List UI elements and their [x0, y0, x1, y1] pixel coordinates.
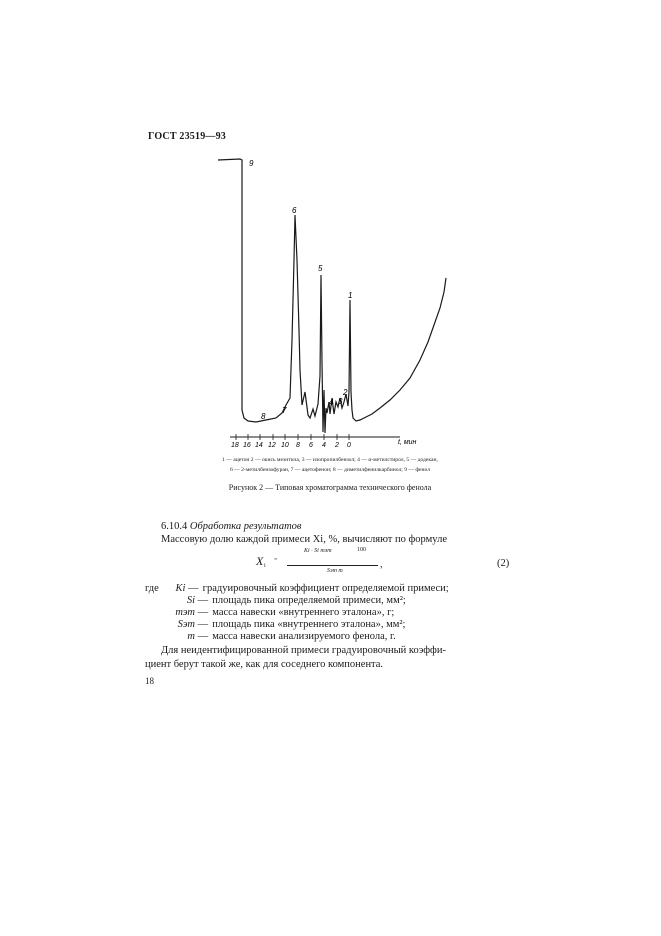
formula-lhs: X: [256, 554, 264, 568]
peak-label-3: 3: [338, 397, 343, 406]
tick-label: 6: [309, 442, 313, 449]
section-title: Обработка результатов: [189, 521, 302, 532]
figure-legend: [150, 455, 510, 475]
peak-label-8: 8: [261, 412, 266, 421]
definition-symbol: Sэт: [177, 619, 195, 630]
peak-label-2: 2: [343, 388, 348, 397]
peak-label-9: 9: [249, 159, 254, 168]
definition-symbol: mэт: [175, 607, 195, 618]
definition-symbol: Ki: [175, 583, 186, 594]
formula-factor: 100: [357, 547, 366, 553]
paragraph-line: Для неидентифицированной примеси градуировочный коэффи-: [161, 645, 446, 656]
tick-label: 4: [322, 442, 326, 449]
peak-label-5: 5: [318, 264, 323, 273]
tick-label: 12: [268, 442, 276, 449]
tick-label: 2: [335, 442, 339, 449]
axis-unit-label: t, мин: [398, 439, 417, 446]
definition-text: масса навески анализируемого фенола, г.: [212, 631, 396, 642]
peak-label-7: 7: [282, 406, 287, 415]
definition-text: площадь пика определяемой примеси, мм²;: [212, 595, 406, 606]
section-intro: Массовую долю каждой примеси Xi, %, вычисляют по формуле: [161, 534, 447, 545]
formula-number: (2): [497, 558, 510, 569]
definition-row: Sэт — площадь пика «внутреннего эталона», мм²;: [145, 618, 525, 631]
figure-caption: Рисунок 2 — Типовая хроматограмма технического фенола: [228, 483, 432, 492]
peak-label-1: 1: [348, 291, 353, 300]
definition-text: градуировочный коэффициент определяемой примеси;: [202, 583, 449, 594]
chromatogram-trace: [218, 159, 446, 433]
legend-line: 6 — 2-метилбензофуран, 7 — ацетофенон; 8 — диметилфенилкарбинол; 9 — фенол: [229, 467, 430, 473]
definition-row: где Ki — градуировочный коэффициент определяемой примеси;: [145, 583, 449, 594]
tick-label: 10: [281, 442, 289, 449]
formula-denominator: Sэт m: [327, 568, 343, 574]
peak-label-6: 6: [292, 206, 297, 215]
definition-row: Si — площадь пика определяемой примеси, мм²;: [145, 594, 525, 607]
tick-label: 8: [296, 442, 300, 449]
legend-line: 1 — ацетон 2 — окись мезитила, 3 — изопропилбензол; 4 — α-метилстирол, 5 — додекан,: [222, 457, 438, 463]
formula-numerator: Ki · Si mэт: [304, 548, 332, 554]
tick-label: 16: [243, 442, 251, 449]
definition-symbol: m: [187, 631, 195, 642]
tick-label: 0: [347, 442, 351, 449]
section-heading: [161, 520, 301, 533]
formula-equals: =: [274, 557, 278, 563]
tick-label: 14: [255, 442, 263, 449]
paragraph-line: циент берут такой же, как для соседнего компонента.: [145, 659, 384, 670]
section-number: 6.10.4: [161, 521, 188, 532]
peak-label-4: 4: [329, 398, 334, 407]
definition-text: масса навески «внутреннего эталона», г;: [212, 607, 395, 618]
tick-label: 18: [231, 442, 239, 449]
definition-symbol: Si: [186, 595, 195, 606]
definition-row: mэт — масса навески «внутреннего эталона», г;: [145, 606, 525, 619]
formula-lhs-subscript: i: [264, 563, 266, 569]
page-number: 18: [145, 676, 154, 686]
document-header: ГОСТ 23519—93: [148, 131, 227, 142]
definition-text: площадь пика «внутреннего эталона», мм²;: [212, 619, 406, 630]
fraction-bar: [287, 565, 378, 566]
formula-comma: ,: [380, 559, 383, 570]
definition-prefix: где: [145, 583, 159, 594]
definition-row: m — масса навески анализируемого фенола, г.: [145, 630, 525, 643]
